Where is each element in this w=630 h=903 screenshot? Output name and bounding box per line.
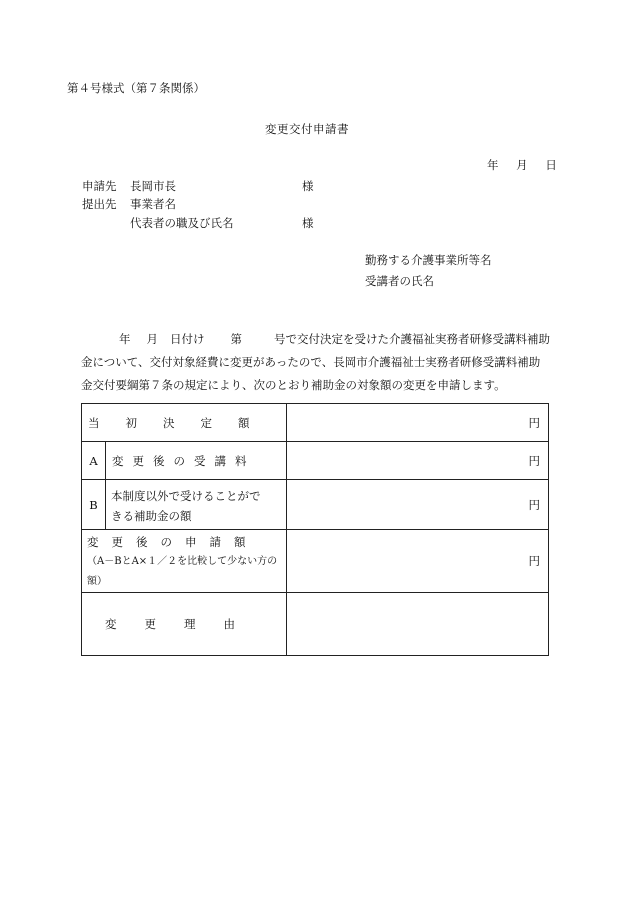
submitter-value: 事業者名: [130, 197, 176, 211]
request-amount-label: 変更後の申請額 （A－BとA×１／２を比較して少ない方の額）: [82, 530, 287, 593]
row-b-field[interactable]: [287, 480, 549, 530]
yen-unit: 円: [528, 453, 540, 468]
yen-unit: 円: [528, 415, 540, 430]
table-row-b: [82, 480, 549, 530]
representative-label: 代表者の職及び氏名: [130, 216, 234, 230]
worker-name-label: 受講者の氏名: [365, 274, 434, 288]
table-row-a: [82, 442, 549, 480]
row-a-field[interactable]: [287, 442, 549, 480]
date-line: [487, 157, 557, 173]
date-year: 年: [487, 158, 499, 172]
initial-amount-field[interactable]: [287, 404, 549, 442]
statement-text: 号で交付決定を受けた介護福祉実務者研修受講料補助金について、交付対象経費に変更があったので、長岡市介護福祉士実務者研修受講料補助金交付要綱第７条の規定により、次のとおり補助金の対象額の変更を申請します。: [81, 332, 550, 392]
table-row-initial-amount: [82, 404, 549, 442]
table-row-request-amount: [82, 530, 549, 593]
to-label: 申請先: [82, 179, 117, 193]
application-statement: [81, 328, 551, 397]
table-row-reason: [82, 593, 549, 656]
yen-unit: 円: [528, 497, 540, 512]
yen-unit: 円: [528, 554, 540, 568]
representative-honorific: 様: [302, 216, 314, 230]
document-title: 変更交付申請書: [265, 122, 349, 136]
statement-dai: 第: [230, 332, 242, 346]
row-a-label: 変更後の受講料: [106, 442, 287, 480]
form-number: 第４号様式（第７条関係）: [67, 81, 205, 95]
reason-field[interactable]: [287, 593, 549, 656]
reason-label: 変更理由: [82, 593, 287, 656]
statement-year: 年: [119, 332, 131, 346]
submitter-label: 提出先: [82, 197, 117, 211]
initial-amount-label: 当初決定額: [82, 404, 287, 442]
to-value: 長岡市長: [130, 179, 176, 193]
statement-dated: 日付け: [170, 332, 205, 346]
date-day: 日: [545, 158, 557, 172]
request-amount-note: （A－BとA×１／２を比較して少ない方の額）: [87, 556, 278, 587]
request-amount-field[interactable]: [287, 530, 549, 593]
application-table: [81, 403, 549, 656]
row-b-letter: B: [82, 480, 106, 530]
row-a-letter: A: [82, 442, 106, 480]
date-month: 月: [516, 158, 528, 172]
to-honorific: 様: [302, 179, 314, 193]
worker-facility-label: 勤務する介護事業所等名: [365, 253, 492, 267]
row-b-label: 本制度以外で受けることがで きる補助金の額: [106, 480, 287, 530]
statement-month: 月: [146, 332, 158, 346]
